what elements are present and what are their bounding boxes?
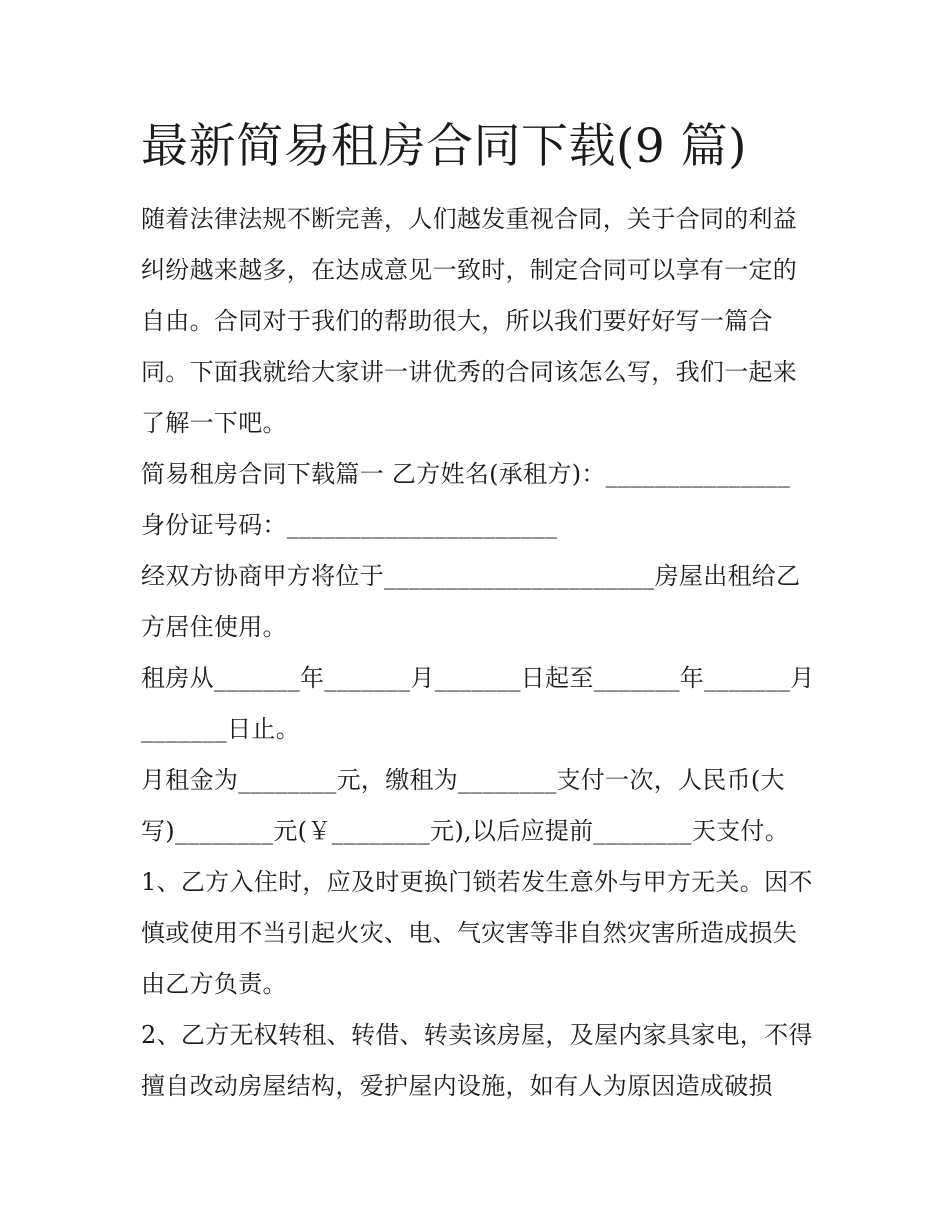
id-number-line: 身份证号码：______________________	[141, 511, 558, 539]
tenant-name-line: 简易租房合同下载篇一 乙方姓名(承租方)：_______________	[141, 460, 791, 488]
clause-1: 1、乙方入住时，应及时更换门锁若发生意外与甲方无关。因不慎或使用不当引起火灾、电、气灾害等非自然灾害所造成损失由乙方负责。	[141, 868, 813, 998]
document-page	[141, 112, 821, 1112]
document-title: 最新简易租房合同下载(9 篇)	[141, 119, 748, 174]
property-location-line: 经双方协商甲方将位于______________________房屋出租给乙方居住使用。	[141, 562, 801, 641]
intro-paragraph: 随着法律法规不断完善，人们越发重视合同，关于合同的利益纠纷越来越多，在达成意见一致时，制定合同可以享有一定的自由。合同对于我们的帮助很大，所以我们要好好写一篇合同。下面我就给大家讲一讲优秀的合同该怎么写，我们一起来了解一下吧。	[141, 205, 798, 437]
clause-2: 2、乙方无权转租、转借、转卖该房屋，及屋内家具家电，不得擅自改动房屋结构，爱护屋内设施，如有人为原因造成破损	[141, 1021, 813, 1100]
rent-payment-line: 月租金为________元，缴租为________支付一次，人民币(大写)________元(￥________元),以后应提前________天支付。	[141, 766, 790, 845]
rental-period-line: 租房从_______年_______月_______日起至_______年_______月_______日止。	[141, 664, 815, 743]
